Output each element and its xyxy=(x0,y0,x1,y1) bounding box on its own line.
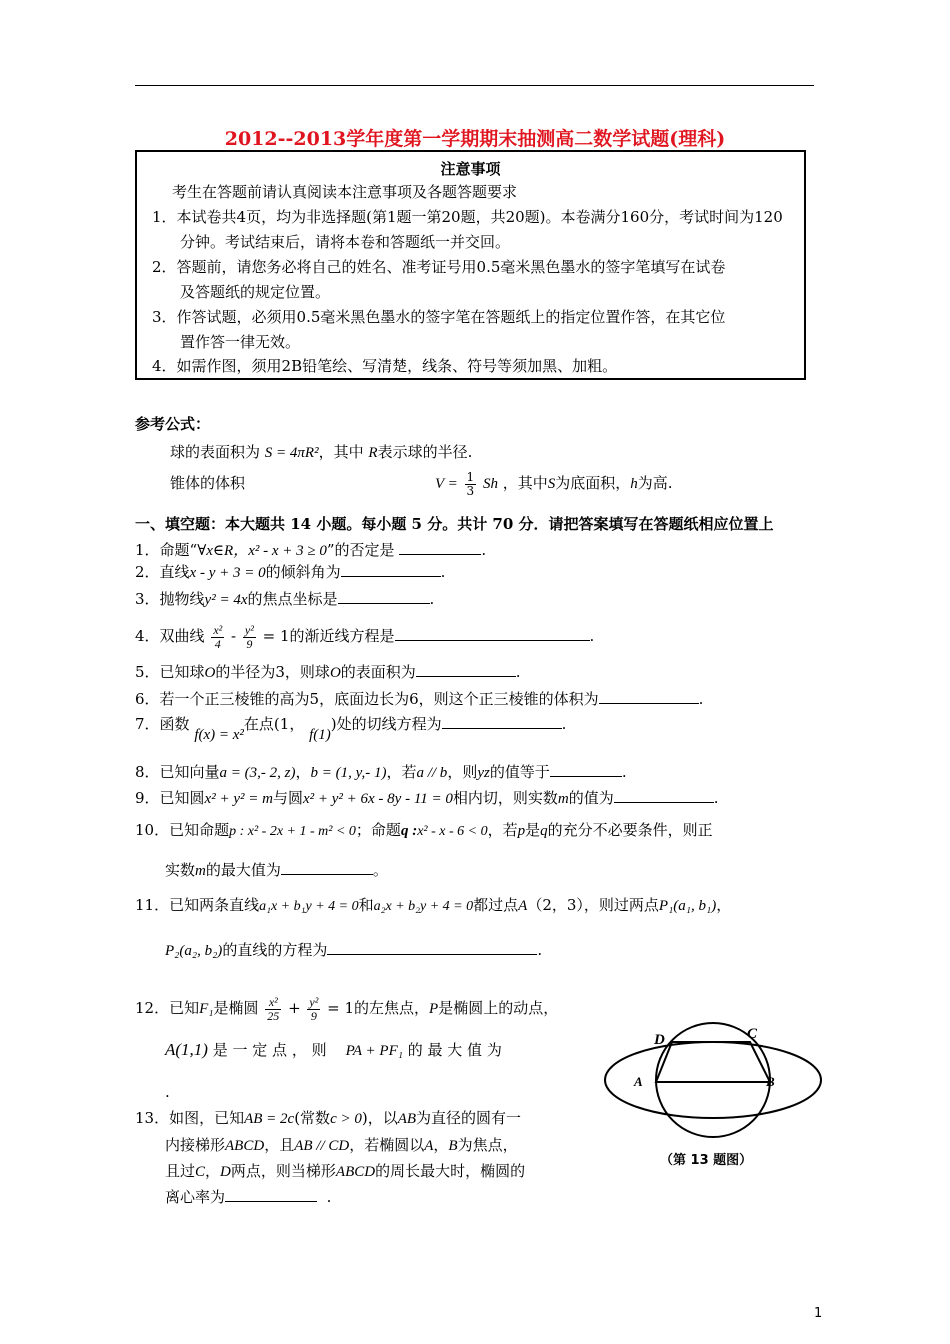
answer-blank-13 xyxy=(225,1187,317,1202)
notice-intro: 考生在答题前请认真阅读本注意事项及各题答题要求 xyxy=(172,183,518,201)
cone-fraction: $\frac{1}{3}$ xyxy=(466,469,475,498)
answer-blank-3 xyxy=(338,589,430,604)
page-title: 2012--2013学年度第一学期期末抽测高二数学试题(理科) xyxy=(224,128,726,150)
notice-item-2b: 及答题纸的规定位置。 xyxy=(180,283,331,301)
notice-item-1a: 1．本试卷共4页，均为非选择题(第1题一第20题，共20题)。本卷满分160分，考试时间为120 xyxy=(152,208,783,226)
question-2: 2．直线x - y + 3 = 0的倾斜角为 . xyxy=(135,563,446,581)
question-10: 10．已知命题p : x² - 2x + 1 - m² < 0；命题q :x² - x - 6 < 0，若p是q的充分不必要条件，则正 xyxy=(135,821,713,839)
question-8: 8．已知向量a = (3,- 2, z)，b = (1, y,- 1)，若a // b，则yz的值等于 . xyxy=(135,763,627,781)
answer-blank-5 xyxy=(416,662,516,677)
answer-blank-7 xyxy=(442,714,562,729)
notice-heading: 注意事项 xyxy=(440,160,501,178)
formula-sphere: 球的表面积为 S = 4πR²，其中 R表示球的半径. xyxy=(170,443,473,461)
answer-blank-4 xyxy=(395,626,590,641)
notice-item-1b: 分钟。考试结束后，请将本卷和答题纸一并交回。 xyxy=(180,233,511,251)
question-11-line2: P₂(a₂, b₂)的直线的方程为 . xyxy=(165,941,543,959)
question-4: 4．双曲线 $\frac{\text{x²}}{4}$ - $\frac{\text{y²}}{9}$ = 1的渐近线方程是 . xyxy=(135,622,595,651)
answer-blank-8 xyxy=(550,762,622,777)
question-13-line2: 内接梯形ABCD，且AB // CD，若椭圆以A，B为焦点， xyxy=(165,1136,518,1154)
question-12-line2: A(1,1) 是 一 定 点 ， 则 PA + PF₁ 的 最 大 值 为 xyxy=(165,1040,502,1059)
section-heading: 一、填空题：本大题共 14 小题。每小题 5 分。共计 70 分．请把答案填写在答题纸相应位置上 xyxy=(135,515,774,533)
formula-cone: V = $\frac{1}{3}$ Sh ，其中S为底面积，h为高. xyxy=(435,469,673,498)
figure-caption: （第 13 题图） xyxy=(660,1153,753,1168)
figure-trapezoid xyxy=(656,1042,770,1082)
formula-cone-label: 锥体的体积 xyxy=(170,474,246,492)
question-10-line2: 实数m的最大值为 。 xyxy=(165,861,388,879)
question-12: 12．已知F₁是椭圆 $\frac{\text{x²}}{25}$ + $\frac{\text{y²}}{9}$ = 1的左焦点，P是椭圆上的动点， xyxy=(135,994,559,1023)
notice-box xyxy=(135,150,806,380)
question-3: 3．抛物线y² = 4x的焦点坐标是 . xyxy=(135,590,435,608)
formula-heading: 参考公式： xyxy=(135,415,211,433)
question-6: 6．若一个正三棱锥的高为5，底面边长为6，则这个正三棱锥的体积为 . xyxy=(135,690,704,708)
question-11: 11．已知两条直线a₁x + b₁y + 4 = 0和a₂x + b₂y + 4 = 0都过点A（2，3），则过两点P₁(a₁, b₁)， xyxy=(135,896,732,914)
answer-blank-9 xyxy=(614,788,714,803)
question-13-line4: 离心率为 . xyxy=(165,1188,332,1206)
top-rule xyxy=(135,85,814,86)
figure-13 xyxy=(600,1020,830,1170)
figure-label-c: C xyxy=(747,1026,758,1042)
figure-label-d: D xyxy=(654,1032,665,1048)
question-5: 5．已知球O的半径为3，则球O的表面积为 . xyxy=(135,663,521,681)
question-9: 9．已知圆x² + y² = m与圆x² + y² + 6x - 8y - 11 = 0相内切，则实数m的值为 . xyxy=(135,789,719,807)
figure-label-a: A xyxy=(634,1074,643,1089)
notice-item-2a: 2．答题前，请您务必将自己的姓名、准考证号用0.5毫米黑色墨水的签字笔填写在试卷 xyxy=(152,258,726,276)
sphere-formula: S = 4πR² xyxy=(264,445,319,461)
answer-blank-6 xyxy=(599,689,699,704)
answer-blank-10 xyxy=(281,860,373,875)
notice-item-3b: 置作答一律无效。 xyxy=(180,333,301,351)
question-12-dot: . xyxy=(165,1083,170,1101)
notice-item-4: 4．如需作图，须用2B铅笔绘、写清楚，线条、符号等须加黑、加粗。 xyxy=(152,357,618,375)
question-1: 1．命题“∀x∈R，x² - x + 3 ≥ 0”的否定是 . xyxy=(135,541,487,559)
notice-item-3a: 3．作答试题，必须用0.5毫米黑色墨水的签字笔在答题纸上的指定位置作答，在其它位 xyxy=(152,308,726,326)
answer-blank-1 xyxy=(399,540,481,555)
answer-blank-2 xyxy=(341,562,441,577)
answer-blank-11 xyxy=(327,940,537,955)
question-13-line3: 且过C，D两点，则当梯形ABCD的周长最大时，椭圆的 xyxy=(165,1162,526,1180)
question-13: 13．如图，已知AB = 2c(常数c > 0)，以AB为直径的圆有一 xyxy=(135,1109,522,1127)
figure-label-b: B xyxy=(766,1074,775,1089)
question-7: 7．函数 f(x) = x²在点(1， f(1))处的切线方程为 . xyxy=(135,715,567,743)
page-number: 1 xyxy=(814,1306,823,1321)
